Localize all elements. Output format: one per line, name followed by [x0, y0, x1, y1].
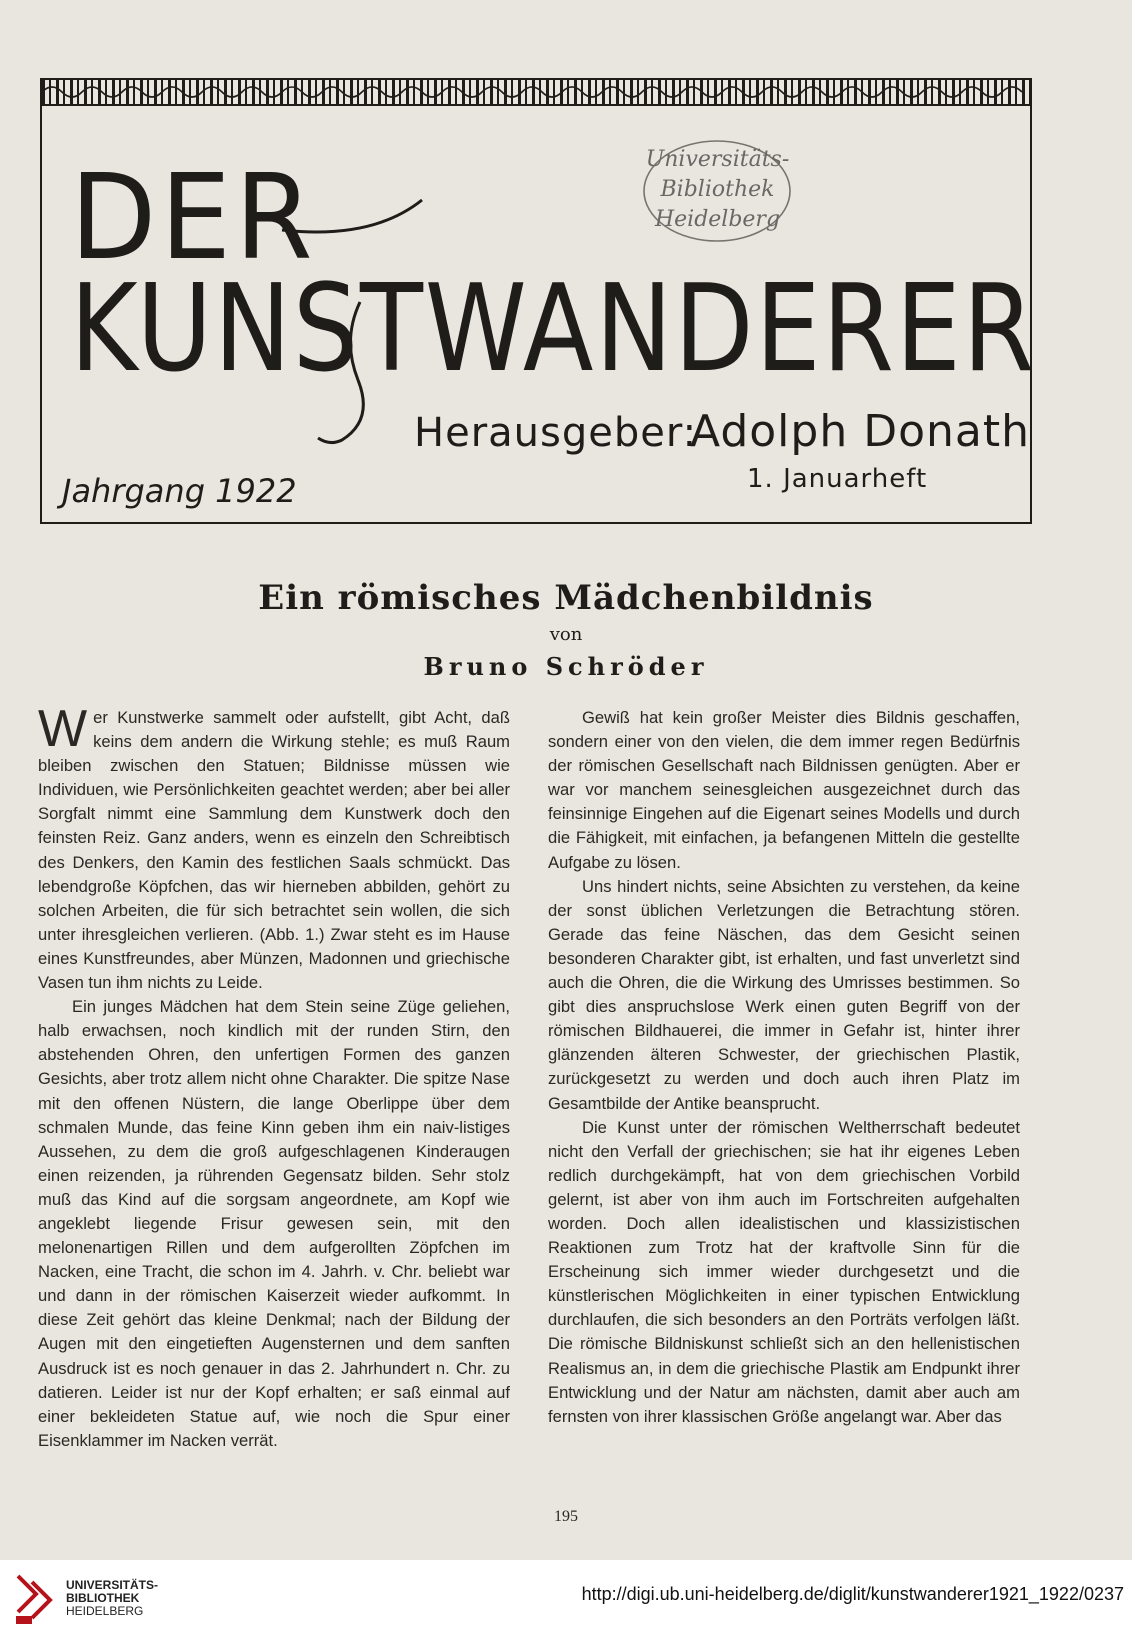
library-name[interactable]	[66, 1579, 158, 1618]
ornament-pattern-icon	[42, 80, 1030, 104]
right-column	[548, 706, 1020, 1429]
stamp-line3: Heidelberg	[654, 207, 781, 232]
paragraph	[38, 700, 510, 995]
paragraph: Gewiß hat kein großer Meister dies Bildnis geschaffen, sondern einer von den vielen, die dem immer regen Bedürfnis der römischen Gesellschaft nach Bildnissen genügten. Aber er war vor manchem seinesgleichen ausgezeichnet durch das feinsinnige Eingehen auf die Eigenart seines Modells und durch die Fähigkeit, mit einfachen, ja befangenen Mitteln die gestellte Aufgabe zu lösen.	[548, 708, 1020, 872]
permalink-url[interactable]: http://digi.ub.uni-heidelberg.de/diglit/kunstwanderer1921_1922/0237	[581, 1584, 1124, 1604]
footer-bar	[0, 1560, 1132, 1638]
article-author: Bruno Schröder	[423, 652, 709, 681]
stamp-line2: Bibliothek	[660, 177, 775, 202]
paragraph: Ein junges Mädchen hat dem Stein seine Züge geliehen, halb erwachsen, noch kindlich mit der runden Stirn, den abstehenden Ohren, den unfertigen Formen des ganzen Gesichts, aber trotz allem nicht ohne Charakter. Die spitze Nase mit den offenen Nüstern, die lange Oberlippe über dem schmalen Munde, das feine Kinn geben ihm ein naiv-listiges Aussehen, zu dem die groß aufgeschlagenen Kinderaugen einen reizenden, ja rührenden Gegensatz bilden. Sehr stolz muß das Kind auf die sorgsam angeordnete, am Kopf wie angeklebt liegende Frisur gewesen sein, mit den melonenartigen Rillen und dem aufgerollten Zöpfchen im Nacken, eine Tracht, die schon im 4. Jahrh. v. Chr. beliebt war und dann in der römischen Kaiserzeit wieder aufkommt. In diese Zeit gehört das kleine Denkmal; nach der Bildung der Augen mit den eingetieften Augensternen und dem sanften Ausdruck ist es noch genauer in das 2. Jahrhundert n. Chr. zu datieren. Leider ist nur der Kopf erhalten; er saß einmal auf einer bekleideten Statue auf, wie noch die Spur einer Eisenklammer im Nacken verrät.	[38, 997, 510, 1450]
volume-year: Jahrgang 1922	[62, 472, 297, 510]
paragraph: Die Kunst unter der römischen Weltherrschaft bedeutet nicht den Verfall der griechischen; sie hat ihr eigenes Leben redlich durchgekämpft, hat von dem griechischen Vorbild gelernt, ist aber von ihm auch im Fortschreiten aufgehalten worden. Doch allen idealistischen und klassizistischen Reaktionen zum Trotz hat der kraftvolle Sinn für die Erscheinung sich immer wieder durchgesetzt und die künstlerischen Möglichkeiten in einer typischen Entwicklung durchlaufen, die sich besonders an den Porträts verfolgen läßt. Die römische Bildniskunst schließt sich an den hellenistischen Realismus an, in dem die griechische Plastik am Endpunkt ihrer Entwicklung und der Natur am nächsten, damit aber auch am fernsten von ihrer klassischen Größe angelangt war. Aber das	[548, 1117, 1020, 1426]
university-library-logo-icon[interactable]	[12, 1568, 60, 1628]
magazine-title-line2: KUNSTWANDERER	[70, 260, 1037, 399]
left-column	[38, 700, 510, 1453]
issue-label: 1. Januarheft	[747, 464, 928, 494]
library-stamp	[640, 135, 795, 245]
drop-cap: W	[38, 700, 88, 758]
page-number: 195	[554, 1508, 578, 1525]
masthead	[40, 78, 1037, 524]
editor-name: Adolph Donath	[690, 406, 1030, 457]
article-title: Ein römisches Mädchenbildnis	[258, 578, 874, 618]
magazine-title-line1: DER	[70, 148, 317, 286]
library-name-line3: HEIDELBERG	[66, 1604, 144, 1618]
library-name-line2: BIBLIOTHEK	[66, 1591, 140, 1605]
library-name-line1: UNIVERSITÄTS-	[66, 1578, 159, 1592]
stamp-line1: Universitäts-	[645, 147, 790, 172]
article-by: von	[549, 624, 583, 645]
ornamental-border	[42, 80, 1030, 106]
paragraph-text: er Kunstwerke sammelt oder aufstellt, gibt Acht, daß keins dem andern die Wirkung stehle; es muß Raum bleiben zwischen den Statuen; Bildnisse müssen wie Individuen, wie Persönlichkeiten geachtet werden; aber bei aller Sorgfalt nimmt eine Sammlung dem Kunstwerk doch den feinsten Reiz. Ganz anders, wenn es einzeln den Schreibtisch des Denkers, den Kamin des festlichen Saals schmückt. Das lebendgroße Köpfchen, das wir hierneben abbilden, gehört zu solchen Arbeiten, die für sich betrachtet sein wollen, die sich unter ihresgleichen verlieren. (Abb. 1.) Zwar steht es im Hause eines Kunstfreundes, aber Münzen, Madonnen und griechische Vasen tun ihm nichts zu Leide.	[38, 708, 510, 993]
paragraph: Uns hindert nichts, seine Absichten zu verstehen, da keine der sonst üblichen Verletzungen die Betrachtung stören. Gerade das feine Näschen, das dem Gesicht seinen besonderen Charakter gibt, ist erhalten, und fast unverletzt sind auch die Ohren, die die Wirkung des Umrisses bestimmen. So gibt dies anspruchslose Werk einen guten Begriff von der römischen Bildhauerei, die immer in Gefahr ist, hinter ihrer glänzenden älteren Schwester, der griechischen Plastik, zurückgesetzt zu werden und doch auch ihren Platz im Gesamtbilde der Antike beansprucht.	[548, 876, 1020, 1113]
publisher-label: Herausgeber:	[414, 410, 698, 456]
